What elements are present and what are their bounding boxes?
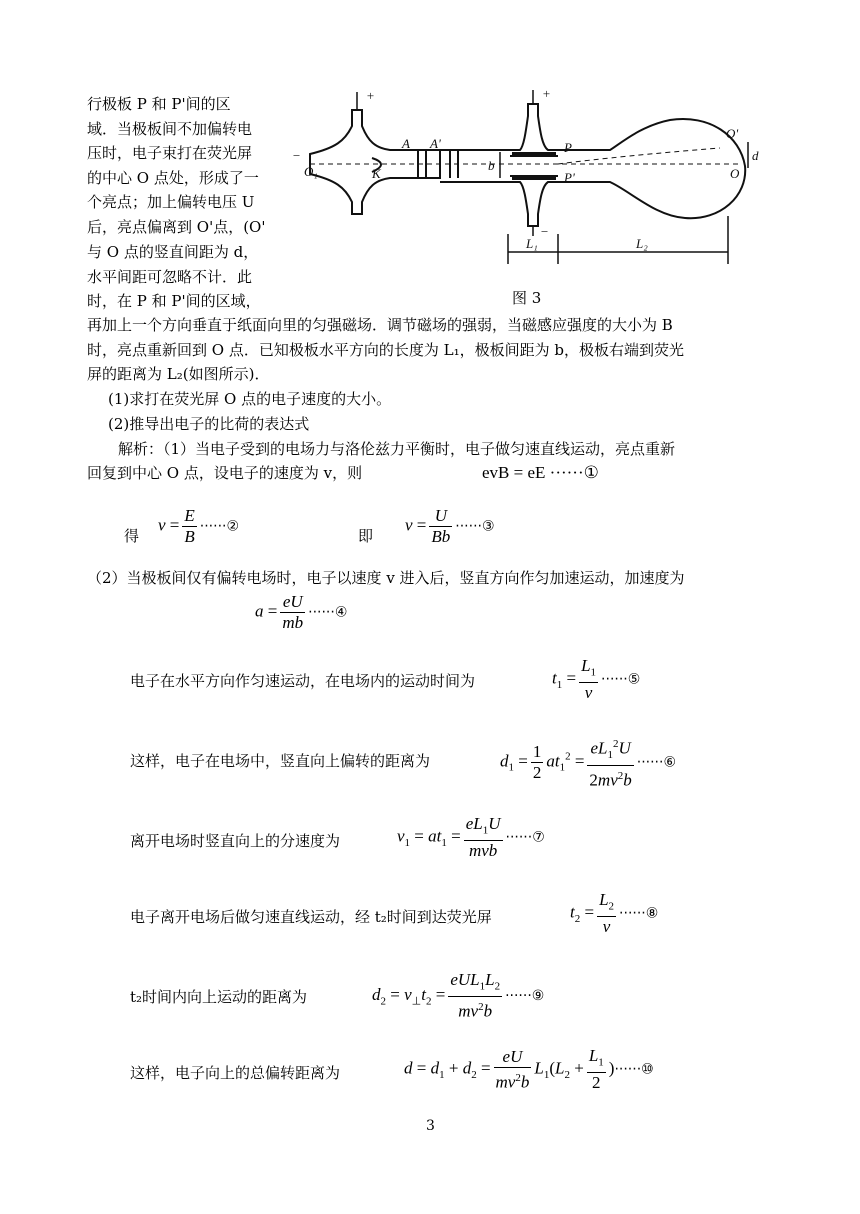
part-2-intro: （2）当极板间仅有偏转电场时，电子以速度 v 进入后，竖直方向作匀加速运动，加速度为 [87, 569, 685, 587]
equation-3: v = $\frac{U}{Bb}$ ······③ [405, 506, 495, 546]
equation-7: $v_1 = at_1$ = $\frac{eL_1U}{\text{mvb}}$ ······⑦ [397, 814, 545, 861]
intro-line: 与 O 点的竖直间距为 d， [87, 243, 259, 261]
label-l1: L₁ [526, 236, 538, 251]
crt-diagram [290, 86, 770, 286]
intro-line: 的中心 O 点处，形成了一 [87, 169, 259, 187]
label-a: A [402, 136, 410, 151]
mark-5: ······⑤ [601, 671, 641, 688]
equation-4: a = $\frac{eU}{mb}$ ······④ [255, 592, 348, 632]
label-a-prime: A' [430, 136, 441, 151]
mark-6: ······⑥ [636, 754, 677, 771]
label-minus-left: − [292, 148, 301, 163]
mark-7: ······⑦ [505, 829, 545, 846]
equation-10: $d = d_1 + d_2$ = $\frac{eU}{mv^2b}$ $L_1(L_2$ + $\frac{L_1}{2}$ )······⑩ [404, 1046, 654, 1093]
word-ji: 即 [358, 527, 374, 545]
mark-10: ······⑩ [614, 1061, 654, 1078]
label-k: K [372, 166, 381, 181]
intro-line: 个亮点；加上偏转电压 U [87, 193, 255, 211]
mark-3: ······③ [455, 518, 495, 535]
intro-line: 后，亮点偏离到 O'点，(O' [87, 218, 266, 236]
label-o1: O₁ [304, 164, 318, 179]
label-b: b [488, 158, 495, 173]
question-1: (1)求打在荧光屏 O 点的电子速度的大小。 [108, 390, 392, 408]
text-10: 这样，电子向上的总偏转距离为 [130, 1064, 341, 1082]
label-o: O [730, 166, 740, 181]
intro-line: 压时，电子束打在荧光屏 [87, 144, 253, 162]
solution-line-1: 解析：（1）当电子受到的电场力与洛伦兹力平衡时，电子做匀速直线运动，亮点重新 [118, 440, 676, 458]
text-6: 这样，电子在电场中，竖直向上偏转的距离为 [130, 752, 431, 770]
intro-line: 水平间距可忽略不计．此 [87, 268, 253, 286]
text-9: t₂时间内向上运动的距离为 [130, 988, 308, 1006]
equation-5: $t_1$ = $\frac{L_1}{v}$ ······⑤ [552, 656, 641, 703]
equation-2: v = $\frac{E}{B}$ ······② [158, 506, 240, 546]
label-p-prime: P' [564, 170, 575, 185]
figure-caption: 图 3 [512, 289, 542, 307]
equation-6: $d_1$ = $\frac{1}{2}$ $at_1^2$ = $\frac{eL_1^2U}{2mv^2b}$ ······⑥ [500, 734, 676, 791]
equation-9: $d_2 = v_\perp t_2$ = $\frac{eUL_1L_2}{mv^2b}$ ······⑨ [372, 970, 545, 1022]
label-p: P [564, 140, 572, 155]
label-plus-top: + [542, 86, 551, 101]
equation-8: $t_2$ = $\frac{L_2}{v}$ ······⑧ [570, 890, 659, 937]
text-7: 离开电场时竖直向上的分速度为 [130, 832, 341, 850]
label-plus-left: + [366, 88, 375, 103]
mark-9: ······⑨ [505, 987, 545, 1004]
mark-2: ······② [199, 518, 240, 535]
mark-8: ······⑧ [619, 905, 659, 922]
text-8: 电子离开电场后做匀速直线运动，经 t₂时间到达荧光屏 [130, 908, 492, 926]
label-d: d [752, 148, 759, 163]
label-o-prime: O' [726, 126, 739, 141]
intro-line: 行极板 P 和 P'间的区 [87, 95, 231, 113]
paragraph-line: 时，亮点重新回到 O 点．已知极板水平方向的长度为 L₁，极板间距为 b，极板右端到荧光 [87, 341, 684, 359]
question-2: (2)推导出电子的比荷的表达式 [108, 415, 310, 433]
solution-line-2: 回复到中心 O 点，设电子的速度为 v，则 [87, 464, 363, 482]
paragraph-line: 再加上一个方向垂直于纸面向里的匀强磁场．调节磁场的强弱，当磁感应强度的大小为 B [87, 316, 673, 334]
intro-line: 域．当极板间不加偏转电 [87, 120, 253, 138]
label-l2: L₂ [636, 236, 648, 251]
paragraph-line: 屏的距离为 L₂(如图所示)． [87, 365, 270, 383]
intro-line: 时，在 P 和 P'间的区域， [87, 292, 261, 310]
word-de: 得 [124, 527, 140, 545]
text-5: 电子在水平方向作匀速运动，在电场内的运动时间为 [130, 672, 476, 690]
page-number: 3 [426, 1118, 435, 1134]
equation-1: evB = eE ······① [482, 463, 599, 482]
mark-4: ······④ [308, 604, 348, 621]
label-minus-bottom: − [540, 224, 549, 239]
